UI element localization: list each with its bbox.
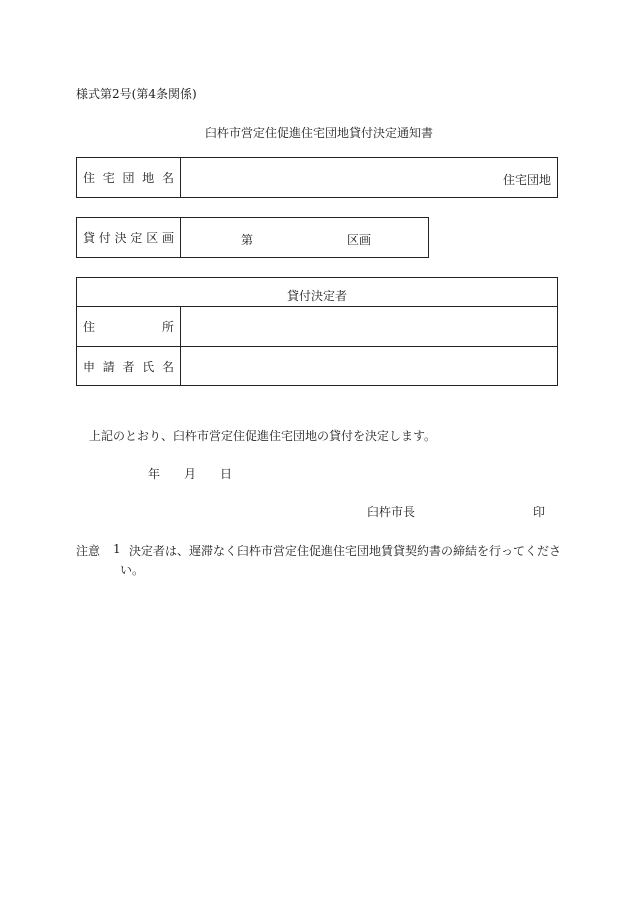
housing-label-char: 団 bbox=[122, 171, 135, 185]
plot-prefix: 第 bbox=[241, 233, 254, 247]
name-label-char: 請 bbox=[102, 359, 115, 374]
name-label-char: 氏 bbox=[142, 359, 155, 374]
housing-label-char: 住 bbox=[83, 171, 96, 185]
applicant-name-label bbox=[77, 347, 181, 385]
housing-label-char: 地 bbox=[142, 171, 155, 185]
address-field[interactable] bbox=[182, 307, 557, 346]
housing-label-char: 名 bbox=[161, 171, 174, 185]
plot-label-char: 区 bbox=[146, 231, 159, 245]
form-number: 様式第2号(第4条関係) bbox=[76, 87, 197, 101]
housing-label bbox=[77, 158, 181, 197]
address-label-char: 住 bbox=[83, 320, 96, 334]
plot-label-char: 画 bbox=[161, 231, 174, 245]
date-day-label: 日 bbox=[220, 467, 233, 481]
note-label: 注意 bbox=[76, 544, 101, 558]
plot-suffix: 区画 bbox=[347, 233, 372, 247]
plot-label-char: 貸 bbox=[83, 231, 96, 245]
document-title: 臼杵市営定住促進住宅団地貸付決定通知書 bbox=[205, 126, 434, 140]
note-number: 1 bbox=[113, 542, 121, 556]
date-year-label: 年 bbox=[148, 467, 161, 481]
plot-label-char: 決 bbox=[114, 231, 127, 245]
housing-suffix: 住宅団地 bbox=[502, 173, 551, 187]
seal-mark: 印 bbox=[533, 505, 546, 519]
plot-label bbox=[77, 218, 181, 257]
note-line-1: 決定者は、遅滞なく臼杵市営定住促進住宅団地賃貸契約書の締結を行ってくださ bbox=[129, 544, 562, 558]
applicant-table bbox=[76, 277, 558, 386]
date-month-label: 月 bbox=[184, 467, 197, 481]
name-label-char: 名 bbox=[161, 359, 174, 374]
address-label-char: 所 bbox=[161, 320, 174, 334]
decision-statement: 上記のとおり、臼杵市営定住促進住宅団地の貸付を決定します。 bbox=[89, 429, 437, 443]
housing-table bbox=[76, 157, 558, 198]
address-label bbox=[77, 307, 181, 346]
housing-label-char: 宅 bbox=[102, 171, 115, 185]
plot-label-char: 定 bbox=[130, 231, 143, 245]
note-line-2: い。 bbox=[120, 563, 145, 577]
plot-label-char: 付 bbox=[98, 231, 111, 245]
housing-name-value[interactable] bbox=[182, 158, 557, 197]
applicant-name-field[interactable] bbox=[182, 347, 557, 385]
plot-table bbox=[76, 217, 429, 258]
signer-title: 臼杵市長 bbox=[367, 505, 416, 519]
plot-number-field[interactable] bbox=[257, 218, 417, 257]
name-label-char: 者 bbox=[122, 359, 135, 374]
applicant-header: 貸付決定者 bbox=[286, 289, 347, 303]
name-label-char: 申 bbox=[83, 359, 96, 374]
